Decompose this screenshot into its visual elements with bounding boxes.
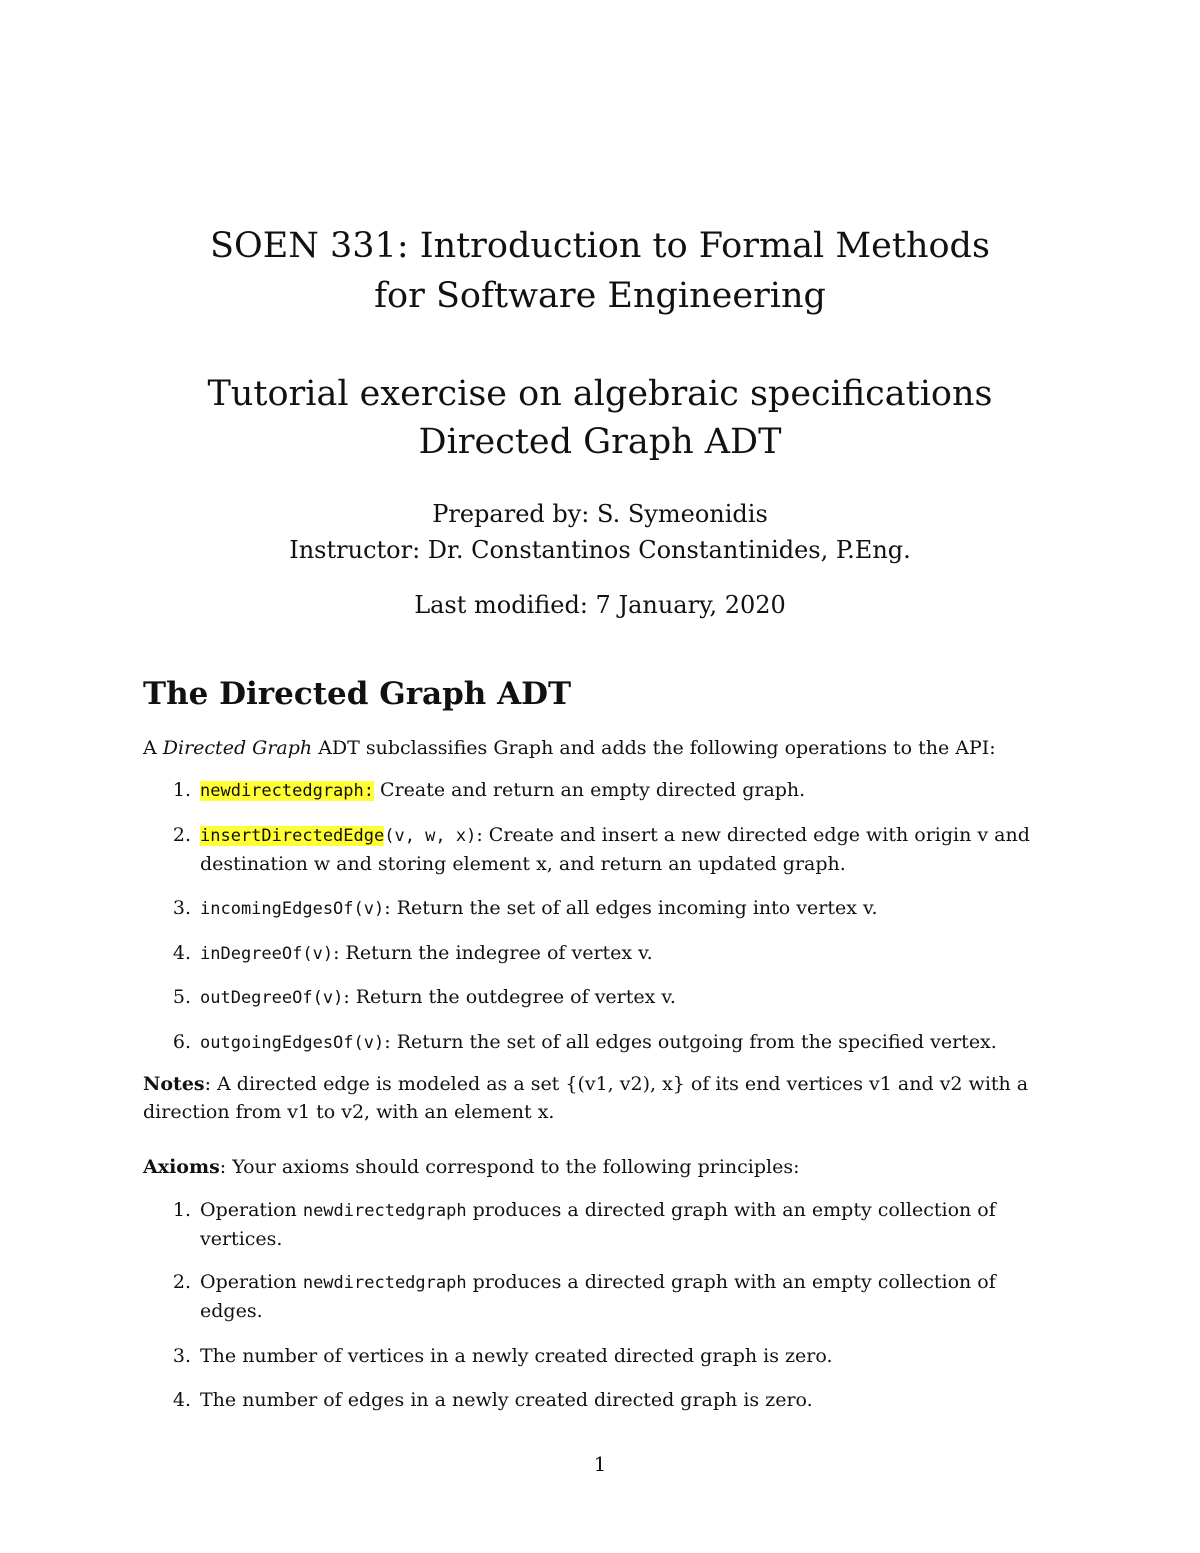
title-line-1: SOEN 331: Introduction to Formal Methods	[210, 226, 990, 266]
operation-name: newdirectedgraph:	[200, 781, 374, 801]
axioms-intro: Axioms: Your axioms should correspond to the following principles:	[143, 1156, 800, 1178]
last-modified: Last modified: 7 January, 2020	[414, 591, 786, 619]
page-number: 1	[593, 1452, 607, 1476]
prepared-by: Prepared by: S. Symeonidis	[432, 500, 768, 528]
operation-name: outDegreeOf	[200, 988, 313, 1008]
operation-name: incomingEdgesOf	[200, 899, 354, 919]
subtitle-line-1: Tutorial exercise on algebraic specifications	[207, 374, 993, 414]
title-line-2: for Software Engineering	[374, 276, 826, 316]
operation-name: inDegreeOf	[200, 944, 303, 964]
intro-emphasis: Directed Graph	[162, 737, 313, 759]
notes-paragraph: Notes: A directed edge is modeled as a set {(v1, v2), x} of its end vertices v1 and v2 with a direction from v1 to v2, with an element x.	[143, 1073, 1029, 1123]
subtitle-line-2: Directed Graph ADT	[418, 422, 782, 462]
intro-paragraph: A Directed Graph ADT subclassifies Graph and adds the following operations to the API:	[143, 737, 996, 759]
section-heading: The Directed Graph ADT	[143, 676, 572, 712]
axioms-label: Axioms	[143, 1156, 220, 1178]
instructor: Instructor: Dr. Constantinos Constantinides, P.Eng.	[289, 536, 911, 564]
notes-label: Notes	[143, 1073, 205, 1095]
operation-name: insertDirectedEdge	[200, 826, 385, 846]
document-page: SOEN 331: Introduction to Formal Methods for Software Engineering Tutorial exercise on algebraic specifications Directed Graph ADT Prepared by: S. Symeonidis Instructor: Dr. Constantinos Constantinides, P.Eng. Last modified: 7 January, 2020 The Directed Graph ADT A Directed Graph ADT subclassifies Graph and adds the following operations to the API: 1. newdirectedgraph: Create and return an empty directed graph. 2. insertDirectedEdge(v, w, x): Create and insert a new directed edge with origin v and destination w and storing element x, and return an updated graph. 3. incomingEdgesOf(v): Return the set of all edges incoming into vertex v. 4. inDegreeOf(v): Return the indegree of vertex v. 5. outDegreeOf(v): Return the outdegree of vertex v. 6. outgoingEdgesOf(v): Return the set of all edges outgoing from the specified vertex. Notes: A directed edge is modeled as a set {(v1, v2), x} of its end vertices v1 and v2 with a direction from v1 to v2, with an element x. Axioms: Your axioms should correspond to the following principles: 1. Operation newdirectedgraph produces a directed graph with an empty collection of vertices. 2. Operation newdirectedgraph produces a directed graph with an empty collection of edges. 3. The number of vertices in a newly created directed graph is zero. 4. The number of edges in a newly created directed graph is zero. 1	[0, 0, 1200, 1553]
operation-name: outgoingEdgesOf	[200, 1033, 354, 1053]
